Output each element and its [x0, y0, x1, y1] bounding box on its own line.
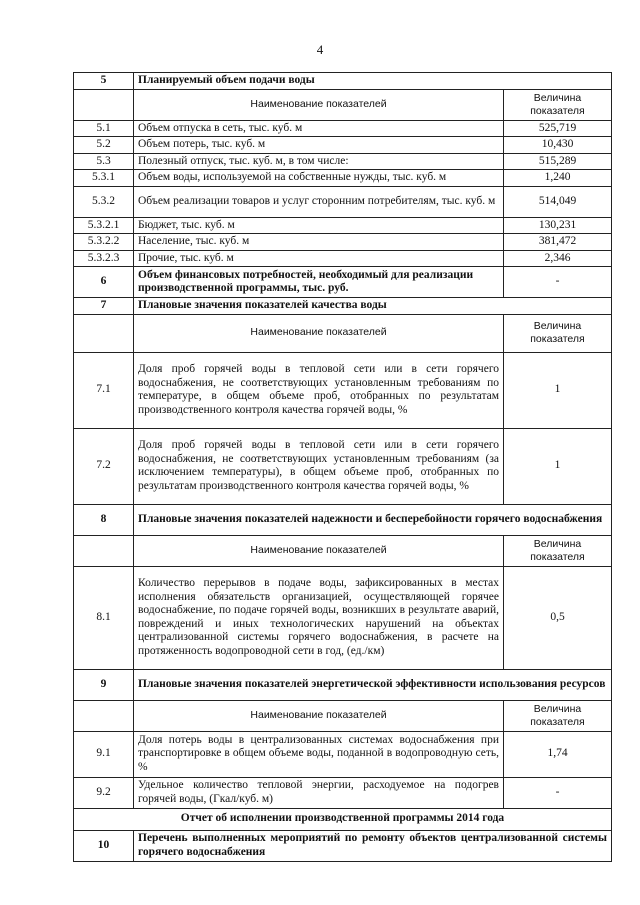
row-number: 9.1 — [74, 731, 134, 777]
row-number: 7.1 — [74, 352, 134, 428]
row-number: 5.3 — [74, 153, 134, 170]
row-value: 10,430 — [504, 137, 612, 154]
program-table — [73, 72, 612, 862]
row-value: 514,049 — [504, 186, 612, 217]
section-title: Плановые значения показателей энергетической эффективности использования ресурсов — [134, 669, 612, 700]
row-value: 130,231 — [504, 217, 612, 234]
row-number: 5.3.2.1 — [74, 217, 134, 234]
section-title: Плановые значения показателей надежности и бесперебойности горячего водоснабжения — [134, 504, 612, 535]
empty-cell — [74, 314, 134, 352]
section-title: Плановые значения показателей качества воды — [134, 298, 612, 315]
column-header-row — [74, 89, 612, 120]
section-title: Объем финансовых потребностей, необходимый для реализации производственной программы, тыс. руб. — [134, 267, 504, 298]
value-header: Величина показателя — [504, 314, 612, 352]
table-row — [74, 170, 612, 187]
table-row — [74, 566, 612, 669]
row-number: 5.1 — [74, 120, 134, 137]
section-9-header — [74, 669, 612, 700]
name-header: Наименование показателей — [134, 535, 504, 566]
section-title: Перечень выполненных мероприятий по ремонту объектов централизованной системы горячего водоснабжения — [134, 830, 612, 861]
row-name: Доля проб горячей воды в тепловой сети или в сети горячего водоснабжения, не соответствующих установленным требованиям (за исключением температуры), в общем объеме проб, отобранных по результатам производственного контроля качества горячей воды, % — [134, 428, 504, 504]
table-row — [74, 234, 612, 251]
row-name: Объем реализации товаров и услуг сторонним потребителям, тыс. куб. м — [134, 186, 504, 217]
section-number: 8 — [74, 504, 134, 535]
row-value: 1,74 — [504, 731, 612, 777]
section-number: 9 — [74, 669, 134, 700]
row-name: Бюджет, тыс. куб. м — [134, 217, 504, 234]
table-row — [74, 153, 612, 170]
section-10-header — [74, 830, 612, 861]
section-6-row — [74, 267, 612, 298]
row-name: Доля проб горячей воды в тепловой сети или в сети горячего водоснабжения, не соответствующих установленным требованиям по температуре, в общем объеме проб, отобранных по результатам производственного контроля качества горячей воды, % — [134, 352, 504, 428]
section-number: 5 — [74, 73, 134, 90]
row-value: - — [504, 267, 612, 298]
row-number: 8.1 — [74, 566, 134, 669]
value-header: Величина показателя — [504, 89, 612, 120]
row-value: 1 — [504, 428, 612, 504]
table-row — [74, 428, 612, 504]
empty-cell — [74, 700, 134, 731]
row-value: 2,346 — [504, 250, 612, 267]
section-title: Планируемый объем подачи воды — [134, 73, 612, 90]
row-name: Доля потерь воды в централизованных системах водоснабжения при транспортировке в общем объеме воды, поданной в водопроводную сеть, % — [134, 731, 504, 777]
row-name: Объем отпуска в сеть, тыс. куб. м — [134, 120, 504, 137]
row-number: 5.3.1 — [74, 170, 134, 187]
row-name: Объем потерь, тыс. куб. м — [134, 137, 504, 154]
table-row — [74, 777, 612, 808]
empty-cell — [74, 89, 134, 120]
section-5-header — [74, 73, 612, 90]
row-name: Полезный отпуск, тыс. куб. м, в том числе: — [134, 153, 504, 170]
column-header-row — [74, 535, 612, 566]
row-value: 0,5 — [504, 566, 612, 669]
row-value: 1 — [504, 352, 612, 428]
section-8-header — [74, 504, 612, 535]
row-number: 5.2 — [74, 137, 134, 154]
name-header: Наименование показателей — [134, 89, 504, 120]
row-value: - — [504, 777, 612, 808]
row-name: Количество перерывов в подаче воды, зафиксированных в местах исполнения обязательств организацией, осуществляющей горячее водоснабжение, по подаче горячей воды, возникших в результате аварий, повреждений и иных технологических нарушений на объектах централизованной системы горячего водоснабжения, в расчете на протяженность водопроводной сети в год, (ед./км) — [134, 566, 504, 669]
table-row — [74, 352, 612, 428]
row-value: 515,289 — [504, 153, 612, 170]
row-number: 5.3.2.2 — [74, 234, 134, 251]
report-title: Отчет об исполнении производственной программы 2014 года — [74, 808, 612, 830]
row-number: 5.3.2 — [74, 186, 134, 217]
name-header: Наименование показателей — [134, 314, 504, 352]
table-row — [74, 120, 612, 137]
row-name: Прочие, тыс. куб. м — [134, 250, 504, 267]
table-row — [74, 137, 612, 154]
table-row — [74, 186, 612, 217]
row-value: 1,240 — [504, 170, 612, 187]
page-number: 4 — [316, 42, 324, 57]
column-header-row — [74, 700, 612, 731]
report-title-row — [74, 808, 612, 830]
row-value: 381,472 — [504, 234, 612, 251]
column-header-row — [74, 314, 612, 352]
row-name: Удельное количество тепловой энергии, расходуемое на подогрев горячей воды, (Гкал/куб. м) — [134, 777, 504, 808]
value-header: Величина показателя — [504, 535, 612, 566]
row-number: 5.3.2.3 — [74, 250, 134, 267]
table-row — [74, 731, 612, 777]
row-number: 9.2 — [74, 777, 134, 808]
value-header: Величина показателя — [504, 700, 612, 731]
empty-cell — [74, 535, 134, 566]
section-number: 7 — [74, 298, 134, 315]
section-7-header — [74, 298, 612, 315]
table-row — [74, 250, 612, 267]
name-header: Наименование показателей — [134, 700, 504, 731]
section-number: 10 — [74, 830, 134, 861]
row-name: Население, тыс. куб. м — [134, 234, 504, 251]
row-number: 7.2 — [74, 428, 134, 504]
table-row — [74, 217, 612, 234]
row-name: Объем воды, используемой на собственные нужды, тыс. куб. м — [134, 170, 504, 187]
section-number: 6 — [74, 267, 134, 298]
row-value: 525,719 — [504, 120, 612, 137]
